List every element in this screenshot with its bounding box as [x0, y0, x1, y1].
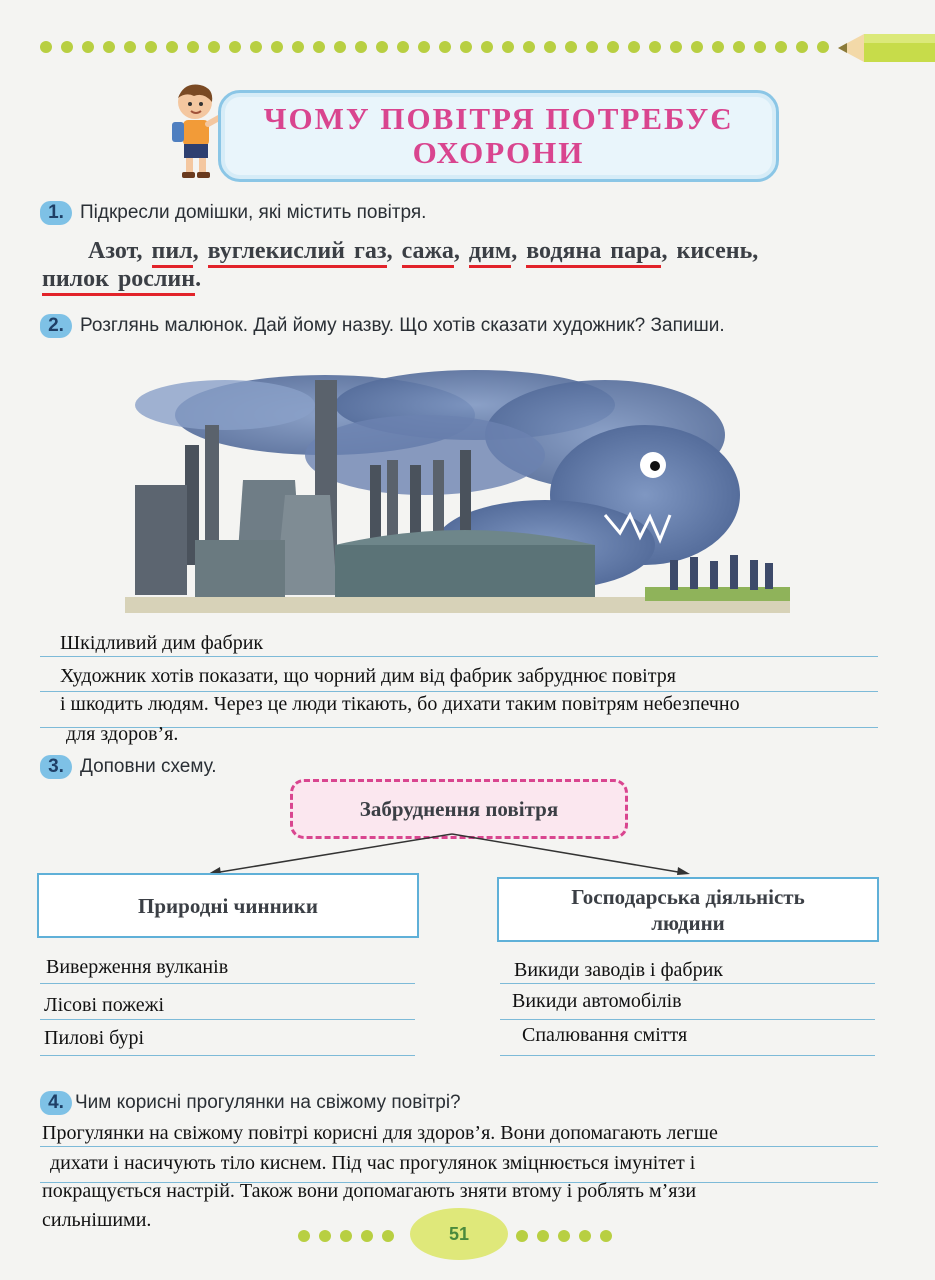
- decorative-dot: [292, 41, 304, 53]
- task2-answer-title[interactable]: Шкідливий дим фабрик: [60, 632, 264, 654]
- decorative-dot: [670, 41, 682, 53]
- decorative-dot: [439, 41, 451, 53]
- decorative-dot: [229, 41, 241, 53]
- task4-answer-line[interactable]: Прогулянки на свіжому повітрі корисні для здоров’я. Вони допомагають легше: [42, 1122, 718, 1144]
- word-oxygen: , кисень,: [661, 238, 759, 264]
- decorative-dot: [82, 41, 94, 53]
- decorative-dot: [208, 41, 220, 53]
- scheme-human-activity-label2: людини: [651, 910, 725, 935]
- top-dotted-border: [40, 41, 830, 55]
- lesson-title-banner: [218, 90, 779, 182]
- decorative-dot: [382, 1230, 394, 1242]
- decorative-dot: [103, 41, 115, 53]
- decorative-dot: [319, 1230, 331, 1242]
- task2-number: 2.: [40, 314, 72, 338]
- bottom-dotted-border-left: [298, 1230, 394, 1242]
- word-water-vapor[interactable]: водяна пара: [526, 238, 661, 268]
- human-activity-item[interactable]: Викиди заводів і фабрик: [514, 959, 724, 981]
- decorative-dot: [355, 41, 367, 53]
- decorative-dot: [600, 1230, 612, 1242]
- natural-factor-item[interactable]: Пилові бурі: [44, 1027, 145, 1049]
- word-soot[interactable]: сажа: [402, 238, 454, 268]
- decorative-dot: [558, 1230, 570, 1242]
- task4-number: 4.: [40, 1091, 72, 1115]
- scheme-root-label: Забруднення повітря: [359, 796, 559, 821]
- answer-rule: [40, 983, 415, 984]
- decorative-dot: [418, 41, 430, 53]
- comma: ,: [453, 238, 469, 264]
- decorative-dot: [607, 41, 619, 53]
- decorative-dot: [754, 41, 766, 53]
- lesson-title-line2: ОХОРОНИ: [412, 135, 585, 170]
- decorative-dot: [712, 41, 724, 53]
- page-number: 51: [410, 1208, 508, 1260]
- answer-rule: [40, 691, 878, 692]
- decorative-dot: [649, 41, 661, 53]
- human-activity-item[interactable]: Викиди автомобілів: [512, 990, 682, 1012]
- decorative-dot: [166, 41, 178, 53]
- period: .: [195, 266, 202, 292]
- scheme-human-activity-box: [497, 877, 879, 942]
- decorative-dot: [579, 1230, 591, 1242]
- word-dust[interactable]: пил: [152, 238, 193, 268]
- task4-prompt: Чим корисні прогулянки на свіжому повітрі?: [75, 1092, 461, 1113]
- decorative-dot: [817, 41, 829, 53]
- comma: ,: [386, 238, 402, 264]
- factory-smoke-illustration: [125, 365, 790, 613]
- pencil-icon: [838, 30, 935, 66]
- lesson-title-line1: ЧОМУ ПОВІТРЯ ПОТРЕБУЄ: [263, 101, 734, 136]
- answer-rule: [40, 1146, 878, 1147]
- task2-answer-line[interactable]: Художник хотів показати, що чорний дим від фабрик забруднює повітря: [60, 665, 676, 687]
- decorative-dot: [544, 41, 556, 53]
- decorative-dot: [775, 41, 787, 53]
- task1-word-line: [88, 238, 758, 265]
- decorative-dot: [298, 1230, 310, 1242]
- decorative-dot: [397, 41, 409, 53]
- task4-answer-line[interactable]: дихати і насичують тіло киснем. Під час прогулянок зміцнюється імунітет і: [50, 1152, 696, 1174]
- decorative-dot: [733, 41, 745, 53]
- word-co2[interactable]: вуглекислий газ: [208, 238, 387, 268]
- bottom-dotted-border-right: [516, 1230, 612, 1242]
- natural-factor-item[interactable]: Виверження вулканів: [46, 956, 229, 978]
- decorative-dot: [565, 41, 577, 53]
- decorative-dot: [61, 41, 73, 53]
- decorative-dot: [187, 41, 199, 53]
- task3-prompt: Доповни схему.: [80, 756, 217, 777]
- task4-answer-line[interactable]: покращується настрій. Також вони допомагають зняти втому і роблять м’язи: [42, 1180, 697, 1202]
- decorative-dot: [334, 41, 346, 53]
- answer-rule: [500, 1019, 875, 1020]
- decorative-dot: [40, 41, 52, 53]
- task1-prompt: Підкресли домішки, які містить повітря.: [80, 202, 427, 223]
- decorative-dot: [481, 41, 493, 53]
- task1-number: 1.: [40, 201, 72, 225]
- decorative-dot: [460, 41, 472, 53]
- natural-factor-item[interactable]: Лісові пожежі: [44, 994, 165, 1016]
- decorative-dot: [691, 41, 703, 53]
- answer-rule: [40, 1055, 415, 1056]
- decorative-dot: [313, 41, 325, 53]
- answer-rule: [500, 983, 875, 984]
- decorative-dot: [361, 1230, 373, 1242]
- decorative-dot: [628, 41, 640, 53]
- decorative-dot: [145, 41, 157, 53]
- word-azot: Азот,: [88, 238, 152, 264]
- human-activity-item[interactable]: Спалювання сміття: [522, 1024, 688, 1046]
- task2-answer-line[interactable]: і шкодить людям. Через це люди тікають, бо дихати таким повітрям небезпечно: [60, 693, 740, 715]
- decorative-dot: [340, 1230, 352, 1242]
- decorative-dot: [376, 41, 388, 53]
- word-pollen[interactable]: пилок рослин: [42, 266, 195, 296]
- scheme-human-activity-label: Господарська діяльність: [571, 884, 805, 909]
- comma: ,: [192, 238, 208, 264]
- answer-rule: [500, 1055, 875, 1056]
- answer-rule: [40, 1019, 415, 1020]
- decorative-dot: [502, 41, 514, 53]
- task2-prompt: Розглянь малюнок. Дай йому назву. Що хотів сказати художник? Запиши.: [80, 315, 725, 336]
- scheme-natural-factors-label: Природні чинники: [138, 893, 318, 918]
- decorative-dot: [537, 1230, 549, 1242]
- word-smoke[interactable]: дим: [469, 238, 511, 268]
- answer-rule: [40, 656, 878, 657]
- decorative-dot: [796, 41, 808, 53]
- task2-answer-line[interactable]: для здоров’я.: [66, 723, 179, 745]
- decorative-dot: [586, 41, 598, 53]
- task3-number: 3.: [40, 755, 72, 779]
- scheme-natural-factors-box: [37, 873, 419, 938]
- decorative-dot: [250, 41, 262, 53]
- comma: ,: [511, 238, 527, 264]
- task4-answer-line[interactable]: сильнішими.: [42, 1209, 152, 1231]
- decorative-dot: [124, 41, 136, 53]
- decorative-dot: [523, 41, 535, 53]
- decorative-dot: [516, 1230, 528, 1242]
- decorative-dot: [271, 41, 283, 53]
- task1-word-line2: [42, 266, 201, 293]
